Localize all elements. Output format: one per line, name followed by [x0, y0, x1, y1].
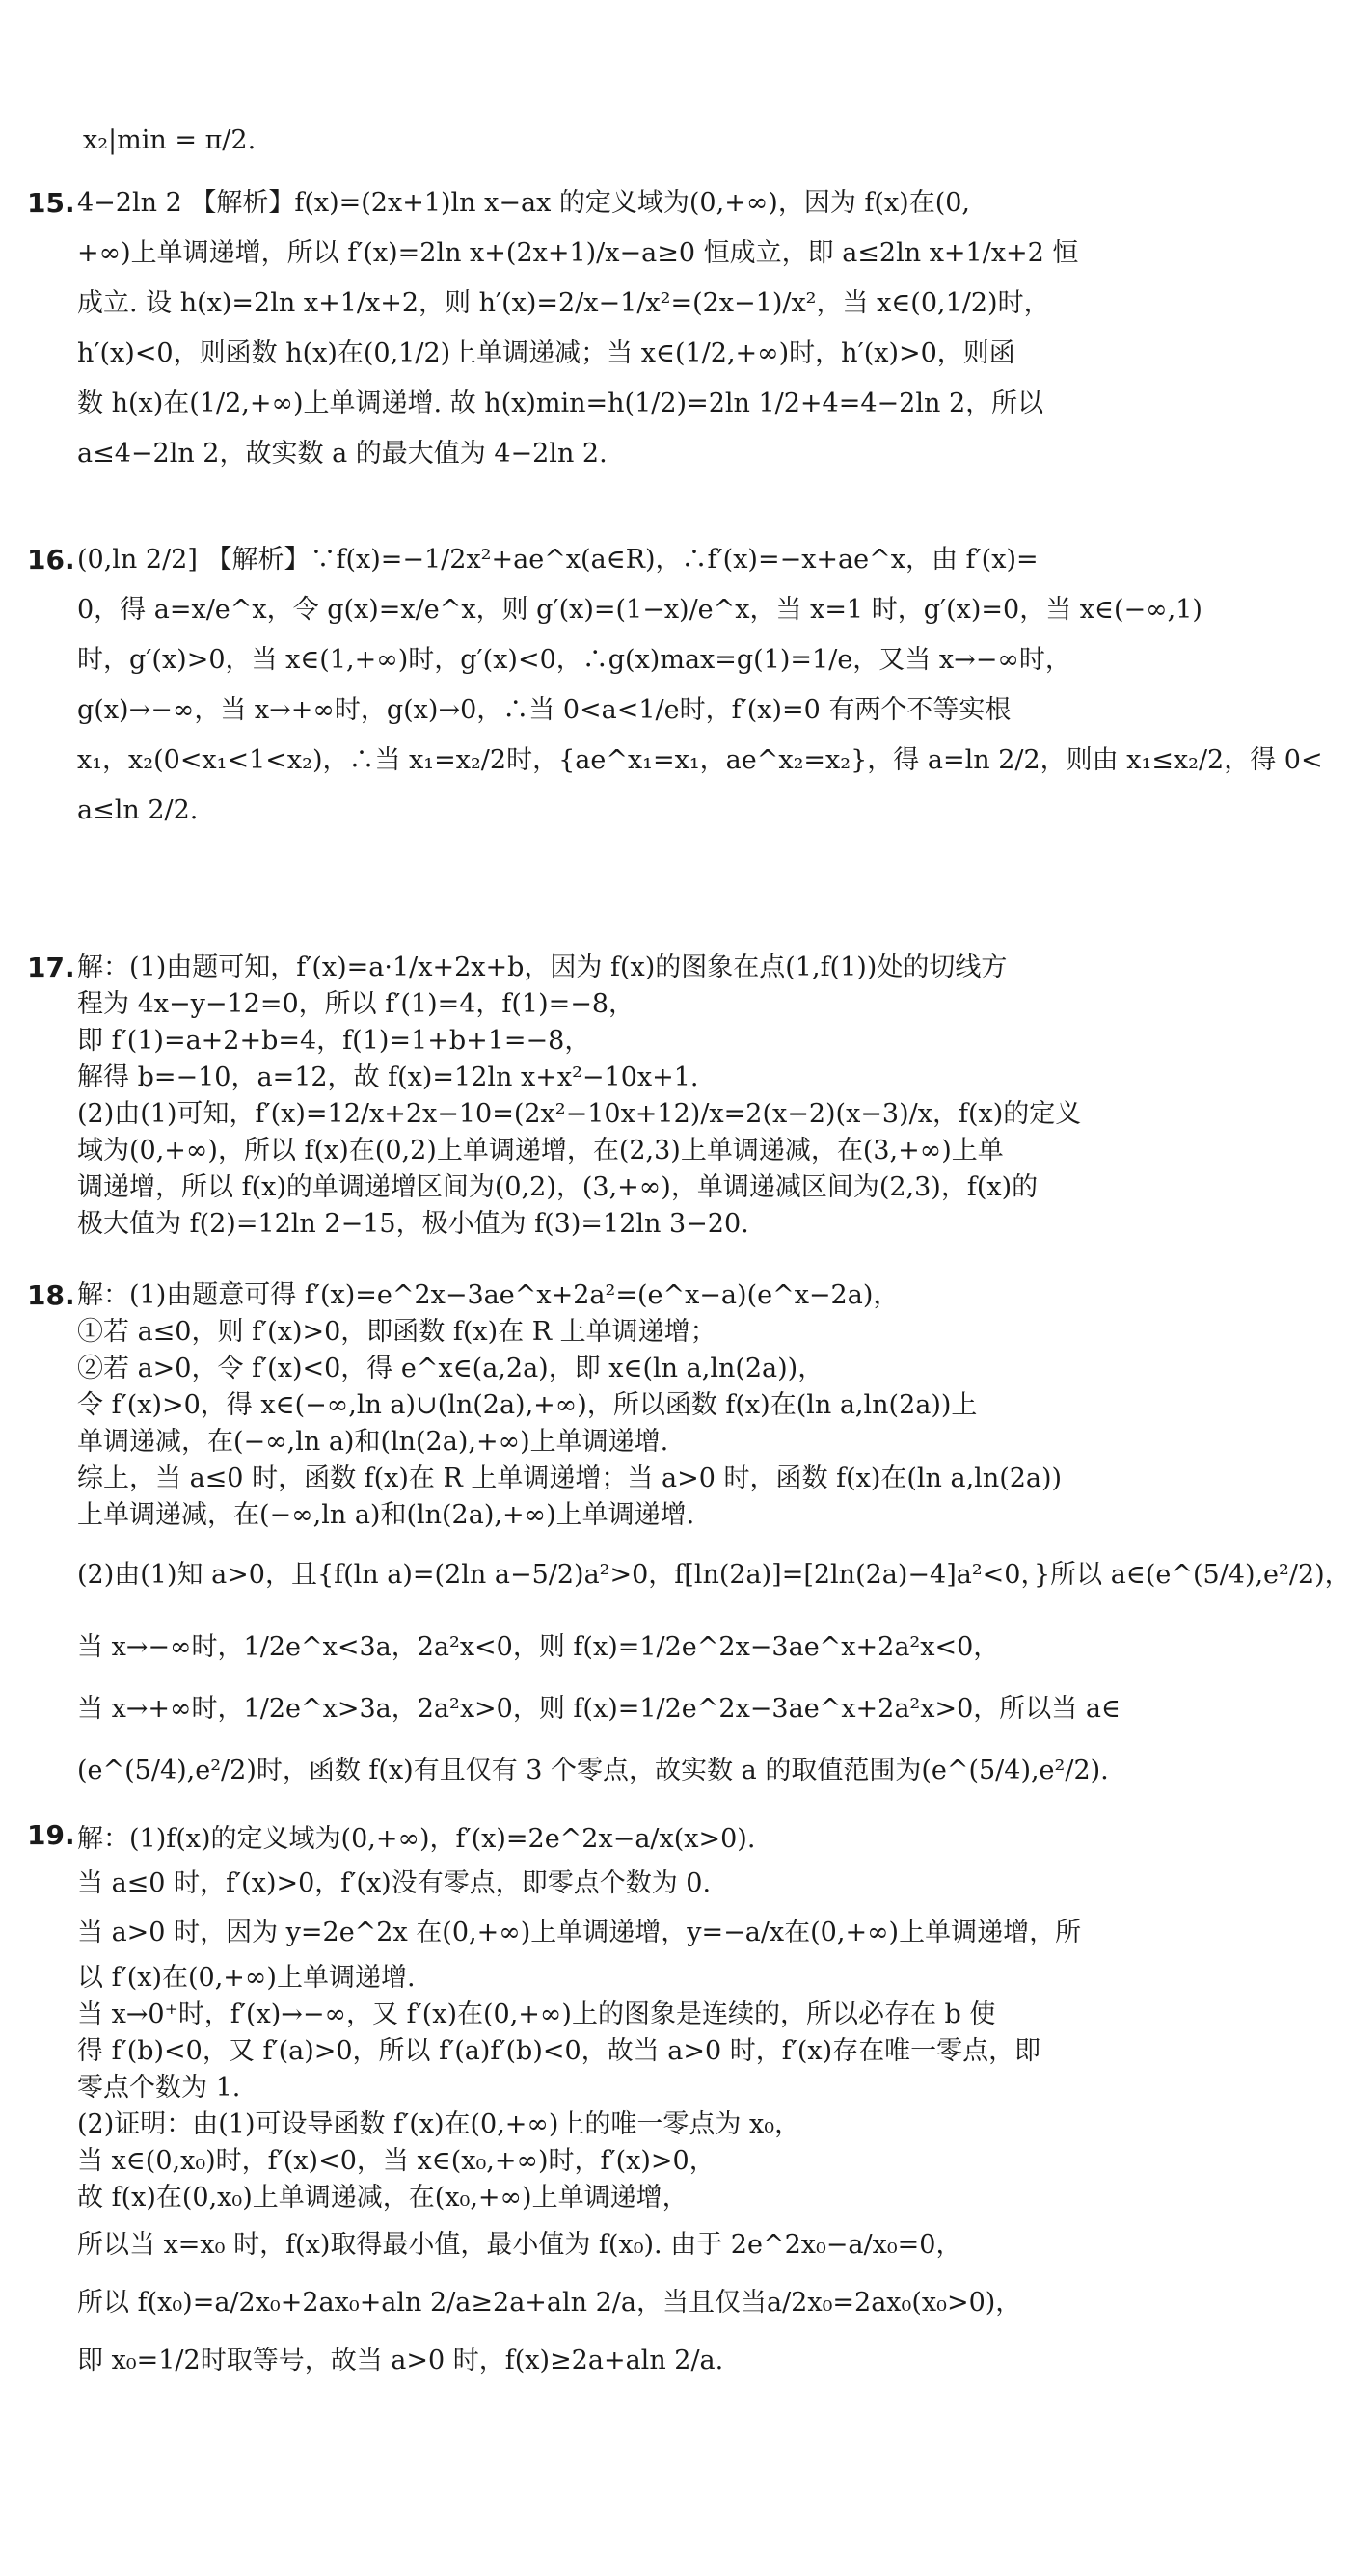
problem-17-solution [77, 950, 1099, 1243]
problem-number-15: 15. [27, 187, 75, 219]
text-line: (e^(5/4),e²/2)时，函数 f(x)有且仅有 3 个零点，故实数 a 的取值范围为(e^(5/4),e²/2). [77, 1756, 1109, 1785]
text-line: ②若 a>0，令 f′(x)<0，得 e^x∈(a,2a)，即 x∈(ln a,ln(2a))， [77, 1354, 824, 1383]
problem-15-solution [77, 178, 1099, 479]
text-line: 单调递减，在(−∞,ln a)和(ln(2a),+∞)上单调递增. [77, 1427, 669, 1457]
text-line: 0，得 a=x/e^x，令 g(x)=x/e^x，则 g′(x)=(1−x)/e^x，当 x=1 时，g′(x)=0，当 x∈(−∞,1) [77, 595, 1202, 625]
text-line: x₁，x₂(0<x₁<1<x₂)，∴当 x₁=x₂/2时，{ae^x₁=x₁，ae^x₂=x₂}，得 a=ln 2/2，则由 x₁≤x₂/2，得 0< [77, 745, 1323, 775]
text-line: g(x)→−∞，当 x→+∞时，g(x)→0，∴当 0<a<1/e时，f′(x)=0 有两个不等实根 [77, 695, 1012, 725]
text-line: 所以 f(x₀)=a/2x₀+2ax₀+aln 2/a≥2a+aln 2/a，当且仅当a/2x₀=2ax₀(x₀>0)， [77, 2288, 1022, 2318]
text-line: (2)证明：由(1)可设导函数 f′(x)在(0,+∞)上的唯一零点为 x₀， [77, 2109, 801, 2139]
problem-number-17: 17. [27, 952, 75, 983]
problem-18-solution [77, 1277, 1351, 1802]
problem-number-19: 19. [27, 1819, 75, 1851]
text-line: 成立. 设 h(x)=2ln x+1/x+2，则 h′(x)=2/x−1/x²=(2x−1)/x²，当 x∈(0,1/2)时， [77, 288, 1050, 318]
text-line: 故 f(x)在(0,x₀)上单调递减，在(x₀,+∞)上单调递增， [77, 2183, 689, 2213]
text-line: 程为 4x−y−12=0，所以 f′(1)=4，f(1)=−8， [77, 989, 635, 1019]
problem-number-18: 18. [27, 1279, 75, 1311]
text-line: a≤4−2ln 2，故实数 a 的最大值为 4−2ln 2. [77, 439, 608, 469]
text-line: 调递增，所以 f(x)的单调递增区间为(0,2)，(3,+∞)，单调递减区间为(2,3)，f(x)的 [77, 1172, 1039, 1202]
text-line: 得 f′(b)<0，又 f′(a)>0，所以 f′(a)f′(b)<0，故当 a>0 时，f′(x)存在唯一零点，即 [77, 2036, 1041, 2066]
problem-16-solution [77, 535, 1323, 836]
text-line: 当 a≤0 时，f′(x)>0，f′(x)没有零点，即零点个数为 0. [77, 1868, 712, 1898]
text-line: 数 h(x)在(1/2,+∞)上单调递增. 故 h(x)min=h(1/2)=2ln 1/2+4=4−2ln 2，所以 [77, 389, 1044, 418]
text-line: +∞)上单调递增，所以 f′(x)=2ln x+(2x+1)/x−a≥0 恒成立，即 a≤2ln x+1/x+2 恒 [77, 238, 1079, 268]
text-line: (2)由(1)知 a>0，且{f(ln a)=(2ln a−5/2)a²>0，f[ln(2a)]=[2ln(2a)−4]a²<0，}所以 a∈(e^(5/4),e²/2)， [77, 1560, 1351, 1590]
text-line: 当 x→+∞时，1/2e^x>3a，2a²x>0，则 f(x)=1/2e^2x−3ae^x+2a²x>0，所以当 a∈ [77, 1694, 1121, 1724]
text-line: 解：(1)f(x)的定义域为(0,+∞)，f′(x)=2e^2x−a/x(x>0). [77, 1824, 756, 1854]
text-line: 当 a>0 时，因为 y=2e^2x 在(0,+∞)上单调递增，y=−a/x在(0,+∞)上单调递增，所 [77, 1918, 1082, 1947]
text-line: 域为(0,+∞)，所以 f(x)在(0,2)上单调递增，在(2,3)上单调递减，在(3,+∞)上单 [77, 1136, 1004, 1166]
text-line: 当 x→−∞时，1/2e^x<3a，2a²x<0，则 f(x)=1/2e^2x−3ae^x+2a²x<0， [77, 1632, 1000, 1662]
problem-19-solution [77, 1817, 1099, 2390]
problem-number-16: 16. [27, 544, 75, 576]
text-line: 以 f′(x)在(0,+∞)上单调递增. [77, 1963, 416, 1993]
text-line: 综上，当 a≤0 时，函数 f(x)在 R 上单调递增；当 a>0 时，函数 f(x)在(ln a,ln(2a)) [77, 1463, 1063, 1493]
text-line: 当 x∈(0,x₀)时，f′(x)<0，当 x∈(x₀,+∞)时，f′(x)>0， [77, 2146, 716, 2176]
continuation-line [83, 116, 1099, 166]
text-line: ①若 a≤0，则 f′(x)>0，即函数 f(x)在 R 上单调递增； [77, 1317, 716, 1347]
text-line: 解：(1)由题意可得 f′(x)=e^2x−3ae^x+2a²=(e^x−a)(e^x−2a)， [77, 1280, 900, 1310]
text-line: 时，g′(x)>0，当 x∈(1,+∞)时，g′(x)<0，∴g(x)max=g(1)=1/e，又当 x→−∞时， [77, 645, 1071, 675]
text-line: 所以当 x=x₀ 时，f(x)取得最小值，最小值为 f(x₀). 由于 2e^2x₀−a/x₀=0， [77, 2230, 962, 2260]
text-line: 即 f′(1)=a+2+b=4，f(1)=1+b+1=−8， [77, 1026, 591, 1056]
text-line: x₂|min = π/2. [83, 125, 257, 155]
text-line: h′(x)<0，则函数 h(x)在(0,1/2)上单调递减；当 x∈(1/2,+∞)时，h′(x)>0，则函 [77, 338, 1015, 368]
text-line: 零点个数为 1. [77, 2073, 241, 2103]
text-line: (2)由(1)可知，f′(x)=12/x+2x−10=(2x²−10x+12)/x=2(x−2)(x−3)/x，f(x)的定义 [77, 1099, 1082, 1129]
text-line: 上单调递减，在(−∞,ln a)和(ln(2a),+∞)上单调递增. [77, 1500, 695, 1530]
text-line: 令 f′(x)>0，得 x∈(−∞,ln a)∪(ln(2a),+∞)，所以函数 f(x)在(ln a,ln(2a))上 [77, 1390, 978, 1420]
text-line: 当 x→0⁺时，f′(x)→−∞，又 f′(x)在(0,+∞)上的图象是连续的，所以必存在 b 使 [77, 1999, 996, 2029]
text-line: 4−2ln 2 【解析】f(x)=(2x+1)ln x−ax 的定义域为(0,+∞)，因为 f(x)在(0, [77, 188, 971, 218]
text-line: 即 x₀=1/2时取等号，故当 a>0 时，f(x)≥2a+aln 2/a. [77, 2346, 724, 2375]
text-line: 解得 b=−10，a=12，故 f(x)=12ln x+x²−10x+1. [77, 1062, 699, 1092]
text-line: 极大值为 f(2)=12ln 2−15，极小值为 f(3)=12ln 3−20. [77, 1209, 749, 1239]
text-line: (0,ln 2/2] 【解析】∵f(x)=−1/2x²+ae^x(a∈R)，∴f′(x)=−x+ae^x，由 f′(x)= [77, 545, 1039, 575]
text-line: 解：(1)由题可知，f′(x)=a·1/x+2x+b，因为 f(x)的图象在点(1,f(1))处的切线方 [77, 953, 1008, 982]
text-line: a≤ln 2/2. [77, 795, 199, 825]
